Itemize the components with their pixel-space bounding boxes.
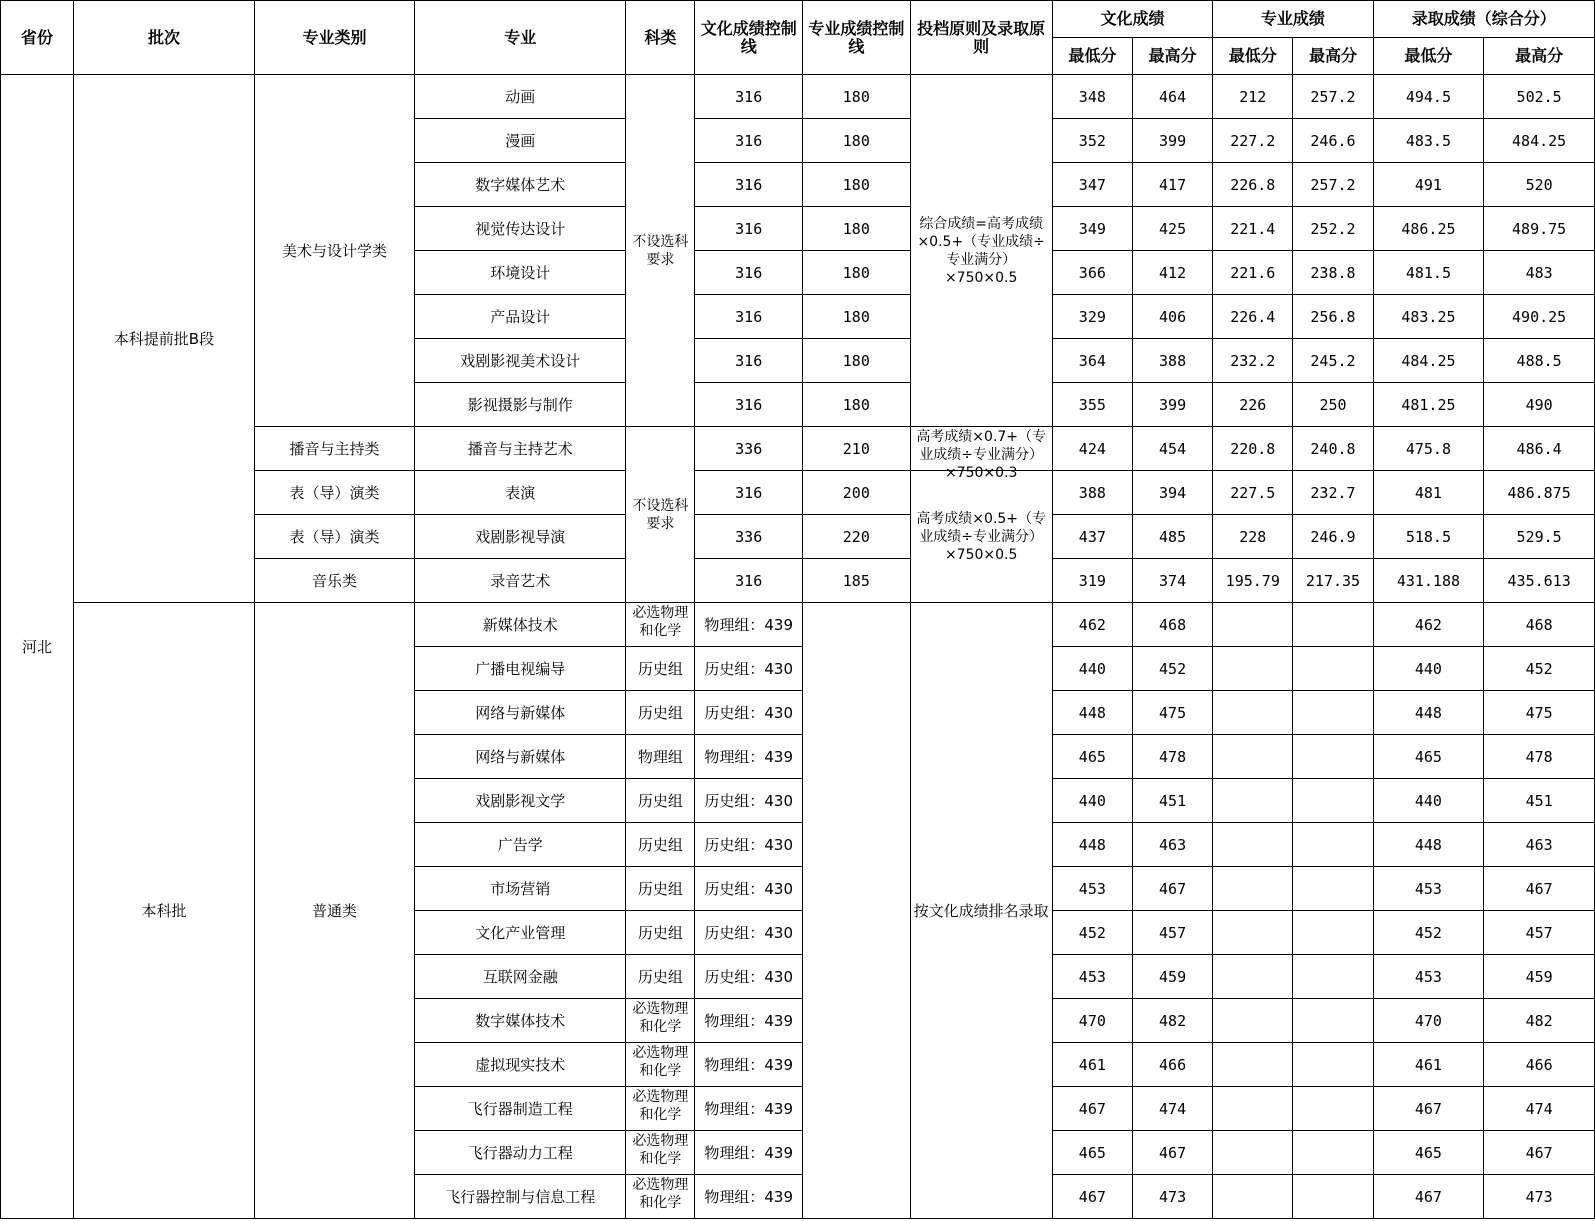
header-culture-line: 文化成绩控制线 (695, 1, 803, 75)
score-cell-pmin: 232.2 (1213, 339, 1293, 383)
score-cell-amin: 448 (1373, 823, 1484, 867)
score-cell-amin: 483.25 (1373, 295, 1484, 339)
culture-line-cell: 历史组：430 (695, 647, 803, 691)
subject-cell-text: 必选物理和化学 (632, 1044, 689, 1079)
score-cell-pmin-empty (1213, 999, 1293, 1043)
score-cell-cmin: 348 (1052, 75, 1132, 119)
score-cell-amin: 518.5 (1373, 515, 1484, 559)
score-cell-cmax: 399 (1132, 383, 1212, 427)
prof-line-cell-empty (803, 603, 911, 1219)
culture-line-cell: 物理组：439 (695, 1043, 803, 1087)
score-cell-amax: 473 (1484, 1175, 1595, 1219)
culture-line-cell: 316 (695, 471, 803, 515)
subject-cell: 历史组 (626, 911, 695, 955)
category-cell-art: 美术与设计学类 (254, 75, 414, 427)
score-cell-amax: 463 (1484, 823, 1595, 867)
score-cell-amin: 462 (1373, 603, 1484, 647)
subject-cell: 历史组 (626, 779, 695, 823)
header-major: 专业 (415, 1, 626, 75)
major-cell: 飞行器动力工程 (415, 1131, 626, 1175)
score-cell-amax: 467 (1484, 1131, 1595, 1175)
prof-line-cell: 180 (803, 295, 911, 339)
prof-line-cell: 180 (803, 75, 911, 119)
prof-line-cell: 210 (803, 427, 911, 471)
culture-line-cell: 316 (695, 339, 803, 383)
major-cell: 影视摄影与制作 (415, 383, 626, 427)
score-cell-cmin: 424 (1052, 427, 1132, 471)
category-cell-general: 普通类 (254, 603, 414, 1219)
header-culture-min: 最低分 (1052, 38, 1132, 75)
score-cell-amin: 481.5 (1373, 251, 1484, 295)
prof-line-cell: 220 (803, 515, 911, 559)
score-cell-amin: 494.5 (1373, 75, 1484, 119)
culture-line-cell: 物理组：439 (695, 1087, 803, 1131)
culture-line-cell: 316 (695, 75, 803, 119)
subject-cell-none1: 不设选科要求 (626, 75, 695, 427)
score-cell-amax: 529.5 (1484, 515, 1595, 559)
score-cell-pmax-empty (1293, 823, 1373, 867)
header-admit-max: 最高分 (1484, 38, 1595, 75)
score-cell-pmax-empty (1293, 911, 1373, 955)
score-cell-cmin: 461 (1052, 1043, 1132, 1087)
score-cell-pmax-empty (1293, 647, 1373, 691)
score-cell-cmax: 473 (1132, 1175, 1212, 1219)
score-cell-pmin: 195.79 (1213, 559, 1293, 603)
score-cell-amin: 467 (1373, 1175, 1484, 1219)
header-principle: 投档原则及录取原则 (910, 1, 1052, 75)
score-cell-amin: 475.8 (1373, 427, 1484, 471)
culture-line-cell: 物理组：439 (695, 1131, 803, 1175)
header-prof-min: 最低分 (1213, 38, 1293, 75)
batch-cell-b1: 本科提前批B段 (74, 75, 255, 603)
subject-cell (626, 999, 695, 1043)
major-cell: 网络与新媒体 (415, 691, 626, 735)
subject-cell (626, 1087, 695, 1131)
major-cell: 虚拟现实技术 (415, 1043, 626, 1087)
prof-line-cell: 180 (803, 207, 911, 251)
score-cell-amin: 467 (1373, 1087, 1484, 1131)
score-cell-cmin: 388 (1052, 471, 1132, 515)
prof-line-cell: 185 (803, 559, 911, 603)
score-cell-pmin-empty (1213, 1175, 1293, 1219)
score-cell-pmin: 226.4 (1213, 295, 1293, 339)
subject-cell (626, 603, 695, 647)
score-cell-pmax-empty (1293, 779, 1373, 823)
score-cell-amax: 474 (1484, 1087, 1595, 1131)
score-cell-amin: 453 (1373, 867, 1484, 911)
score-cell-cmax: 452 (1132, 647, 1212, 691)
score-cell-cmax: 485 (1132, 515, 1212, 559)
score-cell-amax: 483 (1484, 251, 1595, 295)
culture-line-cell: 物理组：439 (695, 1175, 803, 1219)
prof-line-cell: 180 (803, 383, 911, 427)
score-cell-amin: 453 (1373, 955, 1484, 999)
header-prof-max: 最高分 (1293, 38, 1373, 75)
prof-line-cell: 180 (803, 251, 911, 295)
score-cell-pmin: 221.4 (1213, 207, 1293, 251)
major-cell: 录音艺术 (415, 559, 626, 603)
major-cell: 互联网金融 (415, 955, 626, 999)
score-cell-pmax-empty (1293, 1043, 1373, 1087)
subject-cell-text: 必选物理和化学 (632, 1000, 689, 1035)
culture-line-cell: 物理组：439 (695, 603, 803, 647)
score-cell-cmin: 452 (1052, 911, 1132, 955)
score-cell-pmax: 245.2 (1293, 339, 1373, 383)
subject-cell: 历史组 (626, 823, 695, 867)
score-cell-amax: 452 (1484, 647, 1595, 691)
score-cell-cmax: 467 (1132, 867, 1212, 911)
major-cell: 数字媒体技术 (415, 999, 626, 1043)
batch-cell-b2: 本科批 (74, 603, 255, 1219)
major-cell: 市场营销 (415, 867, 626, 911)
culture-line-cell: 历史组：430 (695, 911, 803, 955)
score-cell-pmax: 232.7 (1293, 471, 1373, 515)
score-cell-cmax: 475 (1132, 691, 1212, 735)
header-culture-score: 文化成绩 (1052, 1, 1212, 38)
subject-cell: 历史组 (626, 691, 695, 735)
score-cell-cmax: 459 (1132, 955, 1212, 999)
culture-line-cell: 历史组：430 (695, 955, 803, 999)
score-cell-amax: 459 (1484, 955, 1595, 999)
score-cell-cmin: 448 (1052, 691, 1132, 735)
score-cell-cmin: 467 (1052, 1087, 1132, 1131)
score-cell-pmin-empty (1213, 779, 1293, 823)
score-cell-amin: 452 (1373, 911, 1484, 955)
score-cell-amax: 502.5 (1484, 75, 1595, 119)
score-cell-cmin: 437 (1052, 515, 1132, 559)
score-cell-amax: 520 (1484, 163, 1595, 207)
category-cell-broadcast: 播音与主持类 (254, 427, 414, 471)
major-cell: 网络与新媒体 (415, 735, 626, 779)
culture-line-cell: 316 (695, 251, 803, 295)
score-cell-amax: 435.613 (1484, 559, 1595, 603)
principle-cell-p4: 按文化成绩排名录取 (910, 603, 1052, 1219)
score-cell-pmin: 228 (1213, 515, 1293, 559)
score-cell-pmin: 226.8 (1213, 163, 1293, 207)
score-cell-amax: 482 (1484, 999, 1595, 1043)
score-cell-amax: 490 (1484, 383, 1595, 427)
major-cell: 戏剧影视文学 (415, 779, 626, 823)
table-row (1, 75, 1595, 119)
score-cell-pmax: 256.8 (1293, 295, 1373, 339)
score-cell-pmin-empty (1213, 867, 1293, 911)
score-cell-pmin-empty (1213, 691, 1293, 735)
major-cell: 环境设计 (415, 251, 626, 295)
header-subject: 科类 (626, 1, 695, 75)
score-cell-amax: 478 (1484, 735, 1595, 779)
score-cell-amin: 486.25 (1373, 207, 1484, 251)
score-cell-pmax: 246.6 (1293, 119, 1373, 163)
principle-cell-p2 (910, 427, 1052, 481)
score-cell-pmin-empty (1213, 603, 1293, 647)
score-cell-amax: 451 (1484, 779, 1595, 823)
score-cell-pmax: 257.2 (1293, 75, 1373, 119)
score-cell-cmax: 466 (1132, 1043, 1212, 1087)
culture-line-cell: 物理组：439 (695, 999, 803, 1043)
score-cell-cmax: 478 (1132, 735, 1212, 779)
score-cell-cmax: 474 (1132, 1087, 1212, 1131)
header-prof-line: 专业成绩控制线 (803, 1, 911, 75)
prof-line-cell: 180 (803, 119, 911, 163)
score-cell-amin: 465 (1373, 735, 1484, 779)
category-cell-music: 音乐类 (254, 559, 414, 603)
score-cell-amax: 484.25 (1484, 119, 1595, 163)
subject-cell (626, 1043, 695, 1087)
score-cell-cmax: 399 (1132, 119, 1212, 163)
score-cell-amax: 457 (1484, 911, 1595, 955)
score-cell-pmax: 238.8 (1293, 251, 1373, 295)
major-cell: 飞行器制造工程 (415, 1087, 626, 1131)
score-cell-cmax: 388 (1132, 339, 1212, 383)
subject-cell: 物理组 (626, 735, 695, 779)
score-cell-pmax-empty (1293, 1131, 1373, 1175)
culture-line-cell: 316 (695, 383, 803, 427)
major-cell: 广播电视编导 (415, 647, 626, 691)
score-cell-amin: 461 (1373, 1043, 1484, 1087)
score-cell-pmax-empty (1293, 955, 1373, 999)
major-cell: 戏剧影视导演 (415, 515, 626, 559)
score-cell-cmax: 394 (1132, 471, 1212, 515)
header-prof-score: 专业成绩 (1213, 1, 1373, 38)
major-cell: 戏剧影视美术设计 (415, 339, 626, 383)
score-cell-cmax: 425 (1132, 207, 1212, 251)
score-cell-pmax: 246.9 (1293, 515, 1373, 559)
score-cell-cmax: 482 (1132, 999, 1212, 1043)
score-cell-cmin: 355 (1052, 383, 1132, 427)
score-cell-cmax: 464 (1132, 75, 1212, 119)
score-cell-pmin: 227.2 (1213, 119, 1293, 163)
score-cell-cmax: 412 (1132, 251, 1212, 295)
header-admit-min: 最低分 (1373, 38, 1484, 75)
score-cell-pmax-empty (1293, 1175, 1373, 1219)
score-cell-pmin-empty (1213, 911, 1293, 955)
score-cell-cmin: 470 (1052, 999, 1132, 1043)
header-row-1 (1, 1, 1595, 38)
score-cell-cmax: 451 (1132, 779, 1212, 823)
score-cell-pmin-empty (1213, 1043, 1293, 1087)
score-cell-cmax: 454 (1132, 427, 1212, 471)
subject-cell: 历史组 (626, 955, 695, 999)
score-cell-amax: 486.875 (1484, 471, 1595, 515)
score-cell-cmax: 467 (1132, 1131, 1212, 1175)
score-cell-cmin: 366 (1052, 251, 1132, 295)
score-cell-cmax: 406 (1132, 295, 1212, 339)
subject-cell: 历史组 (626, 867, 695, 911)
score-cell-pmin-empty (1213, 1087, 1293, 1131)
score-cell-cmin: 465 (1052, 1131, 1132, 1175)
culture-line-cell: 316 (695, 295, 803, 339)
major-cell: 播音与主持艺术 (415, 427, 626, 471)
score-cell-cmin: 352 (1052, 119, 1132, 163)
major-cell: 文化产业管理 (415, 911, 626, 955)
score-cell-amax: 489.75 (1484, 207, 1595, 251)
subject-cell-none2: 不设选科要求 (626, 427, 695, 603)
principle-cell-p3: 高考成绩×0.5+（专业成绩÷专业满分）×750×0.5 (910, 471, 1052, 603)
score-cell-pmin: 227.5 (1213, 471, 1293, 515)
subject-cell-text: 必选物理和化学 (632, 1088, 689, 1123)
subject-cell: 历史组 (626, 647, 695, 691)
score-cell-cmin: 349 (1052, 207, 1132, 251)
score-cell-cmin: 453 (1052, 867, 1132, 911)
score-cell-cmax: 457 (1132, 911, 1212, 955)
culture-line-cell: 历史组：430 (695, 779, 803, 823)
culture-line-cell: 316 (695, 559, 803, 603)
category-cell-perform1: 表（导）演类 (254, 471, 414, 515)
score-cell-amin: 470 (1373, 999, 1484, 1043)
score-cell-cmin: 467 (1052, 1175, 1132, 1219)
score-cell-amax: 486.4 (1484, 427, 1595, 471)
score-cell-cmax: 417 (1132, 163, 1212, 207)
score-cell-pmin: 212 (1213, 75, 1293, 119)
score-cell-amin: 481 (1373, 471, 1484, 515)
subject-cell (626, 1131, 695, 1175)
major-cell: 表演 (415, 471, 626, 515)
culture-line-cell: 336 (695, 515, 803, 559)
prof-line-cell: 180 (803, 163, 911, 207)
score-cell-amin: 440 (1373, 779, 1484, 823)
score-cell-pmin: 220.8 (1213, 427, 1293, 471)
score-cell-cmin: 440 (1052, 647, 1132, 691)
category-cell-perform2: 表（导）演类 (254, 515, 414, 559)
header-province: 省份 (1, 1, 74, 75)
header-culture-max: 最高分 (1132, 38, 1212, 75)
culture-line-cell: 物理组：439 (695, 735, 803, 779)
major-cell: 漫画 (415, 119, 626, 163)
score-cell-amin: 431.188 (1373, 559, 1484, 603)
major-cell: 新媒体技术 (415, 603, 626, 647)
score-cell-pmax: 257.2 (1293, 163, 1373, 207)
score-cell-amin: 483.5 (1373, 119, 1484, 163)
major-cell: 数字媒体艺术 (415, 163, 626, 207)
score-cell-pmin-empty (1213, 1131, 1293, 1175)
culture-line-cell: 316 (695, 163, 803, 207)
score-cell-pmax-empty (1293, 691, 1373, 735)
score-cell-pmin: 221.6 (1213, 251, 1293, 295)
prof-line-cell: 200 (803, 471, 911, 515)
score-cell-pmax-empty (1293, 603, 1373, 647)
province-cell: 河北 (1, 75, 74, 1219)
score-cell-cmax: 463 (1132, 823, 1212, 867)
subject-cell-text: 必选物理和化学 (632, 1176, 689, 1211)
culture-line-cell: 历史组：430 (695, 823, 803, 867)
subject-cell-text: 必选物理和化学 (632, 604, 689, 639)
major-cell: 产品设计 (415, 295, 626, 339)
score-cell-amax: 468 (1484, 603, 1595, 647)
score-cell-amax: 466 (1484, 1043, 1595, 1087)
score-cell-pmax-empty (1293, 1087, 1373, 1131)
score-cell-pmax-empty (1293, 735, 1373, 779)
score-cell-amin: 491 (1373, 163, 1484, 207)
culture-line-cell: 316 (695, 207, 803, 251)
score-cell-cmax: 374 (1132, 559, 1212, 603)
score-cell-cmin: 440 (1052, 779, 1132, 823)
major-cell: 动画 (415, 75, 626, 119)
culture-line-cell: 历史组：430 (695, 691, 803, 735)
score-cell-pmin-empty (1213, 823, 1293, 867)
culture-line-cell: 336 (695, 427, 803, 471)
score-cell-amin: 448 (1373, 691, 1484, 735)
score-cell-amin: 440 (1373, 647, 1484, 691)
subject-cell (626, 1175, 695, 1219)
score-cell-amax: 475 (1484, 691, 1595, 735)
header-admit-score: 录取成绩（综合分） (1373, 1, 1594, 38)
major-cell: 广告学 (415, 823, 626, 867)
culture-line-cell: 历史组：430 (695, 867, 803, 911)
score-cell-amin: 484.25 (1373, 339, 1484, 383)
score-cell-cmin: 364 (1052, 339, 1132, 383)
score-cell-amin: 465 (1373, 1131, 1484, 1175)
score-cell-pmin-empty (1213, 735, 1293, 779)
score-cell-amax: 467 (1484, 867, 1595, 911)
score-cell-pmin-empty (1213, 955, 1293, 999)
subject-cell-text: 必选物理和化学 (632, 1132, 689, 1167)
score-cell-cmin: 329 (1052, 295, 1132, 339)
principle-cell-p2-text: 高考成绩×0.7+（专业成绩÷专业满分）×750×0.3 (916, 428, 1047, 481)
score-cell-cmin: 462 (1052, 603, 1132, 647)
score-cell-pmin-empty (1213, 647, 1293, 691)
principle-cell-p1: 综合成绩=高考成绩×0.5+（专业成绩÷专业满分）×750×0.5 (910, 75, 1052, 427)
header-category: 专业类别 (254, 1, 414, 75)
score-cell-pmax: 250 (1293, 383, 1373, 427)
table-row (1, 603, 1595, 647)
major-cell: 视觉传达设计 (415, 207, 626, 251)
score-cell-pmax-empty (1293, 867, 1373, 911)
score-cell-pmax-empty (1293, 999, 1373, 1043)
score-cell-pmax: 217.35 (1293, 559, 1373, 603)
prof-line-cell: 180 (803, 339, 911, 383)
score-cell-amin: 481.25 (1373, 383, 1484, 427)
score-cell-cmin: 319 (1052, 559, 1132, 603)
score-cell-pmax: 252.2 (1293, 207, 1373, 251)
score-cell-cmin: 448 (1052, 823, 1132, 867)
score-cell-cmin: 465 (1052, 735, 1132, 779)
score-cell-cmin: 347 (1052, 163, 1132, 207)
score-cell-amax: 488.5 (1484, 339, 1595, 383)
score-cell-cmin: 453 (1052, 955, 1132, 999)
culture-line-cell: 316 (695, 119, 803, 163)
score-cell-amax: 490.25 (1484, 295, 1595, 339)
score-cell-pmin: 226 (1213, 383, 1293, 427)
major-cell: 飞行器控制与信息工程 (415, 1175, 626, 1219)
score-cell-pmax: 240.8 (1293, 427, 1373, 471)
score-cell-cmax: 468 (1132, 603, 1212, 647)
header-batch: 批次 (74, 1, 255, 75)
